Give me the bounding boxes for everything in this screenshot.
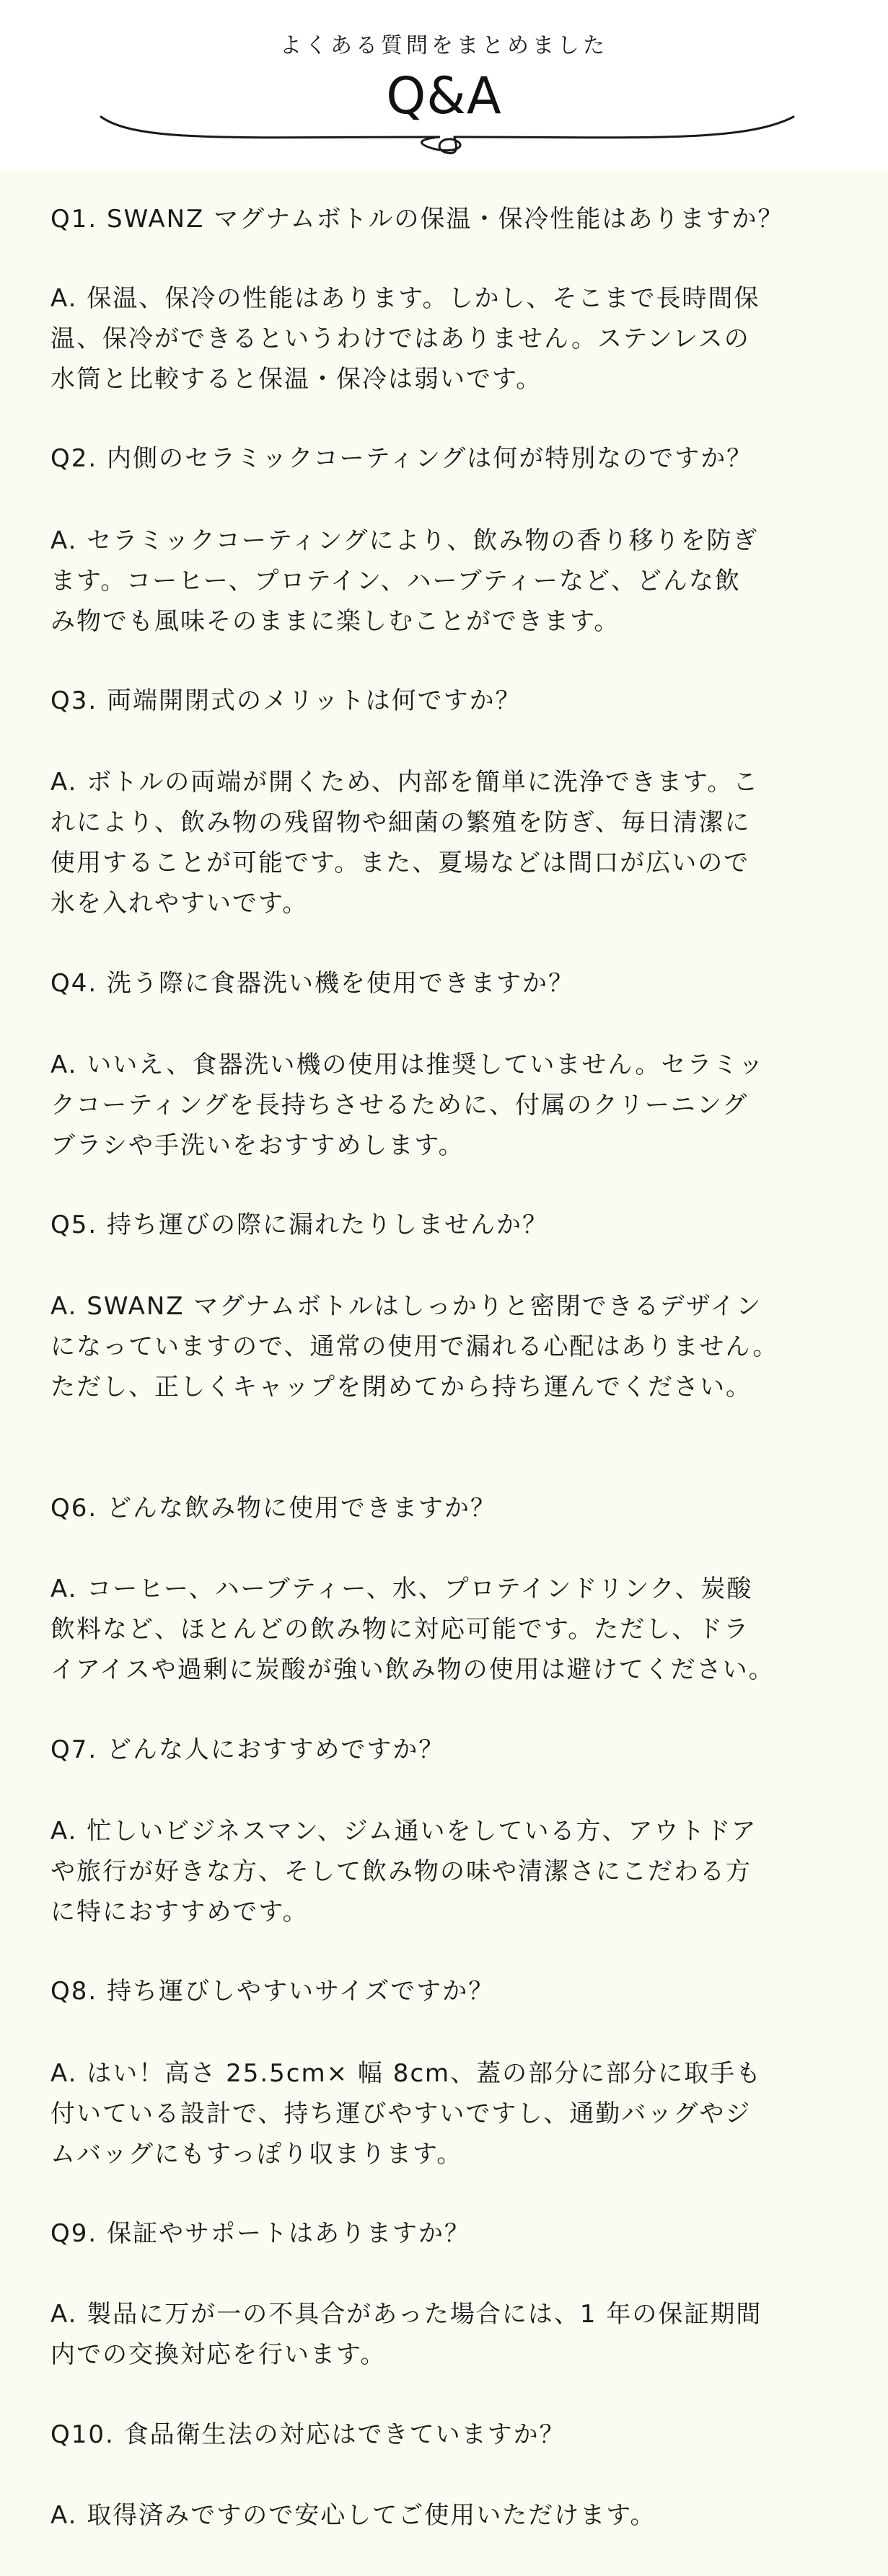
answer-5: A. SWANZ マグナムボトルはしっかりと密閉できるデザイン になっていますので、通常の使用で漏れる心配はありません。 ただし、正しくキャップを閉めてから持ち運んでください。	[50, 1292, 779, 1402]
question-3: Q3. 両端開閉式のメリットは何ですか？	[50, 686, 522, 715]
decorative-swoosh	[94, 108, 801, 166]
question-10: Q10. 食品衛生法の対応はできていますか？	[50, 2420, 566, 2449]
answer-9: A. 製品に万が一の不具合があった場合には、1 年の保証期間 内での交換対応を行います。	[50, 2300, 762, 2369]
answer-3: A. ボトルの両端が開くため、内部を簡単に洗浄できます。こ れにより、飲み物の残留物や細菌の繁殖を防ぎ、毎日清潔に 使用することが可能です。また、夏場などは間口が広いので 氷を入れやすいです。	[50, 768, 760, 918]
question-5: Q5. 持ち運びの際に漏れたりしませんか？	[50, 1210, 549, 1239]
question-8: Q8. 持ち運びしやすいサイズですか？	[50, 1977, 495, 2006]
answer-7: A. 忙しいビジネスマン、ジム通いをしている方、アウトドア や旅行が好きな方、そして飲み物の味や清潔さにこだわる方 に特におすすめです。	[50, 1817, 757, 1926]
page-subtitle: よくある質問をまとめました	[280, 33, 608, 58]
question-4: Q4. 洗う際に食器洗い機を使用できますか？	[50, 969, 575, 998]
answer-4: A. いいえ、食器洗い機の使用は推奨していません。セラミッ クコーティングを長持ちさせるために、付属のクリーニング ブラシや手洗いをおすすめします。	[50, 1050, 765, 1160]
answer-10: A. 取得済みですので安心してご使用いただけます。	[50, 2501, 656, 2530]
question-1: Q1. SWANZ マグナムボトルの保温・保冷性能はありますか？	[50, 205, 784, 234]
answer-1: A. 保温、保冷の性能はあります。しかし、そこまで長時間保 温、保冷ができるというわけではありません。ステンレスの 水筒と比較すると保温・保冷は弱いです。	[50, 284, 760, 394]
page-header	[0, 0, 888, 169]
question-6: Q6. どんな飲み物に使用できますか？	[50, 1494, 497, 1523]
answer-8: A. はい！高さ 25.5cm× 幅 8cm、蓋の部分に部分に取手も 付いている設計で、持ち運びやすいですし、通勤バッグやジ ムバッグにもすっぽり収まります。	[50, 2059, 762, 2169]
question-2: Q2. 内側のセラミックコーティングは何が特別なのですか？	[50, 444, 753, 473]
question-9: Q9. 保証やサポートはありますか？	[50, 2219, 471, 2248]
answer-2: A. セラミックコーティングにより、飲み物の香り移りを防ぎ ます。コーヒー、プロテイン、ハーブティーなど、どんな飲 み物でも風味そのままに楽しむことができます。	[50, 526, 759, 636]
question-7: Q7. どんな人におすすめですか？	[50, 1735, 445, 1764]
page-title: Q&A	[386, 66, 502, 125]
answer-6: A. コーヒー、ハーブティー、水、プロテインドリンク、炭酸 飲料など、ほとんどの飲み物に対応可能です。ただし、ドラ イアイスや過剰に炭酸が強い飲み物の使用は避けてください。	[50, 1575, 775, 1684]
